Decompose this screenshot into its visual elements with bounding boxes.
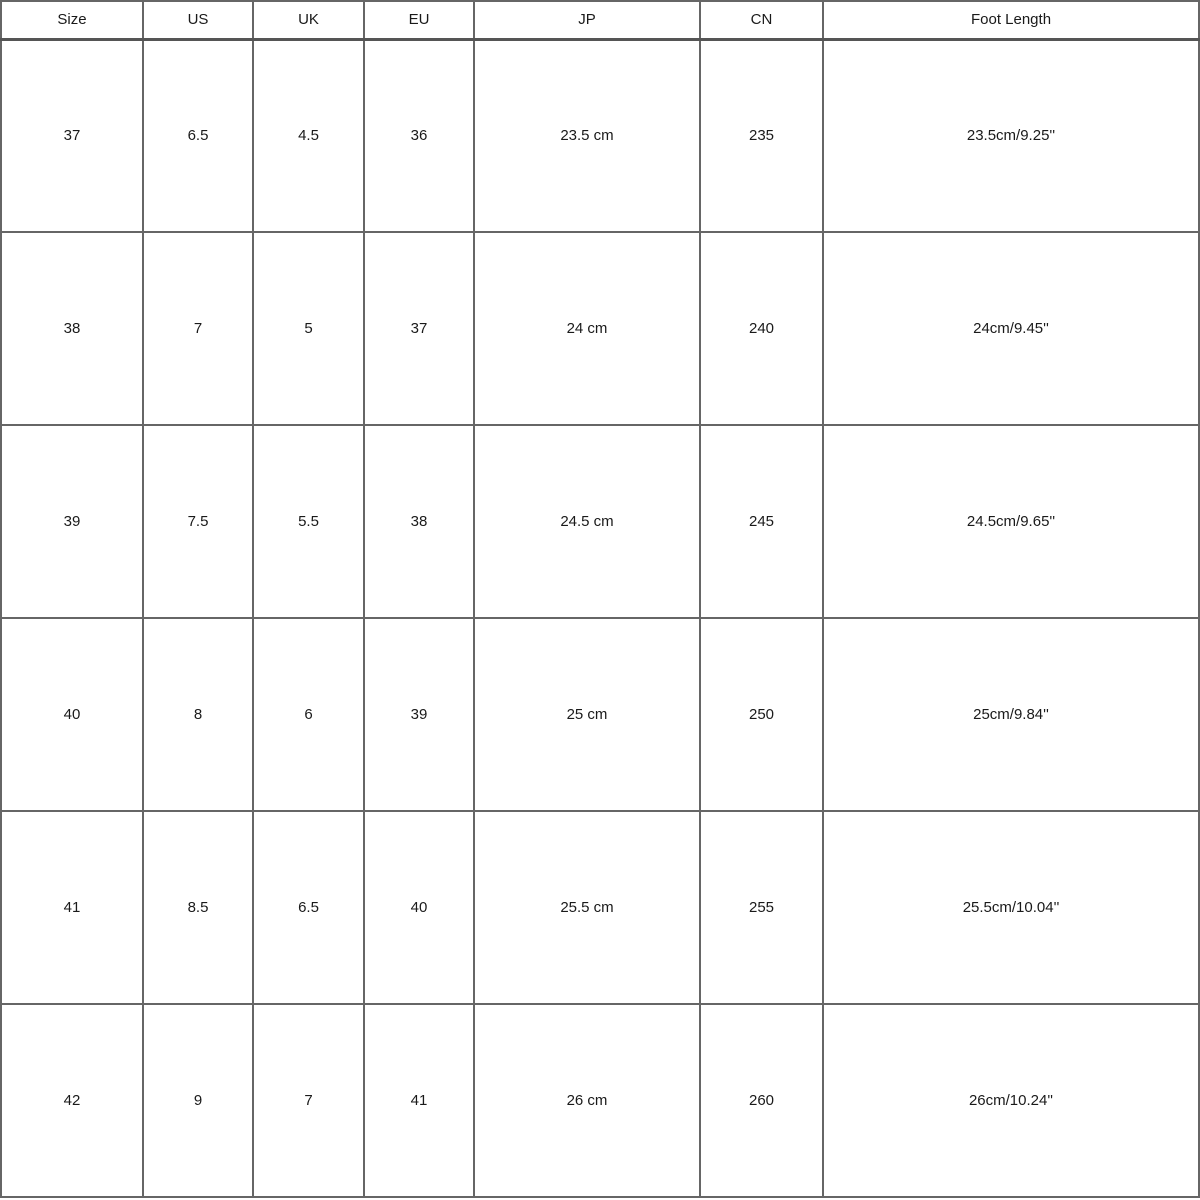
cell-eu: 37 [364, 232, 474, 425]
header-uk: UK [253, 1, 364, 39]
cell-jp: 24 cm [474, 232, 700, 425]
header-cn: CN [700, 1, 823, 39]
cell-jp: 26 cm [474, 1004, 700, 1197]
table-row [1, 811, 1199, 1004]
cell-cn: 255 [700, 811, 823, 1004]
cell-cn: 260 [700, 1004, 823, 1197]
cell-foot-length: 25cm/9.84'' [823, 618, 1199, 811]
cell-size: 37 [1, 39, 143, 232]
header-foot-length: Foot Length [823, 1, 1199, 39]
header-eu: EU [364, 1, 474, 39]
header-size: Size [1, 1, 143, 39]
table-row [1, 232, 1199, 425]
cell-us: 8.5 [143, 811, 253, 1004]
cell-foot-length: 24.5cm/9.65'' [823, 425, 1199, 618]
cell-eu: 39 [364, 618, 474, 811]
cell-jp: 25.5 cm [474, 811, 700, 1004]
cell-foot-length: 24cm/9.45'' [823, 232, 1199, 425]
cell-uk: 6.5 [253, 811, 364, 1004]
cell-uk: 7 [253, 1004, 364, 1197]
cell-us: 8 [143, 618, 253, 811]
cell-us: 6.5 [143, 39, 253, 232]
cell-eu: 40 [364, 811, 474, 1004]
cell-eu: 41 [364, 1004, 474, 1197]
cell-foot-length: 25.5cm/10.04'' [823, 811, 1199, 1004]
table-row [1, 39, 1199, 232]
cell-foot-length: 26cm/10.24'' [823, 1004, 1199, 1197]
cell-uk: 6 [253, 618, 364, 811]
cell-jp: 25 cm [474, 618, 700, 811]
cell-us: 9 [143, 1004, 253, 1197]
cell-us: 7.5 [143, 425, 253, 618]
cell-uk: 5.5 [253, 425, 364, 618]
header-jp: JP [474, 1, 700, 39]
table-row [1, 425, 1199, 618]
cell-eu: 38 [364, 425, 474, 618]
cell-cn: 235 [700, 39, 823, 232]
table-row [1, 1004, 1199, 1197]
table-header-row [1, 1, 1199, 39]
cell-cn: 250 [700, 618, 823, 811]
header-us: US [143, 1, 253, 39]
table-row [1, 618, 1199, 811]
cell-jp: 24.5 cm [474, 425, 700, 618]
cell-cn: 240 [700, 232, 823, 425]
cell-uk: 5 [253, 232, 364, 425]
cell-size: 41 [1, 811, 143, 1004]
cell-size: 38 [1, 232, 143, 425]
cell-foot-length: 23.5cm/9.25'' [823, 39, 1199, 232]
cell-size: 40 [1, 618, 143, 811]
cell-uk: 4.5 [253, 39, 364, 232]
cell-size: 39 [1, 425, 143, 618]
cell-eu: 36 [364, 39, 474, 232]
cell-us: 7 [143, 232, 253, 425]
cell-cn: 245 [700, 425, 823, 618]
cell-jp: 23.5 cm [474, 39, 700, 232]
cell-size: 42 [1, 1004, 143, 1197]
